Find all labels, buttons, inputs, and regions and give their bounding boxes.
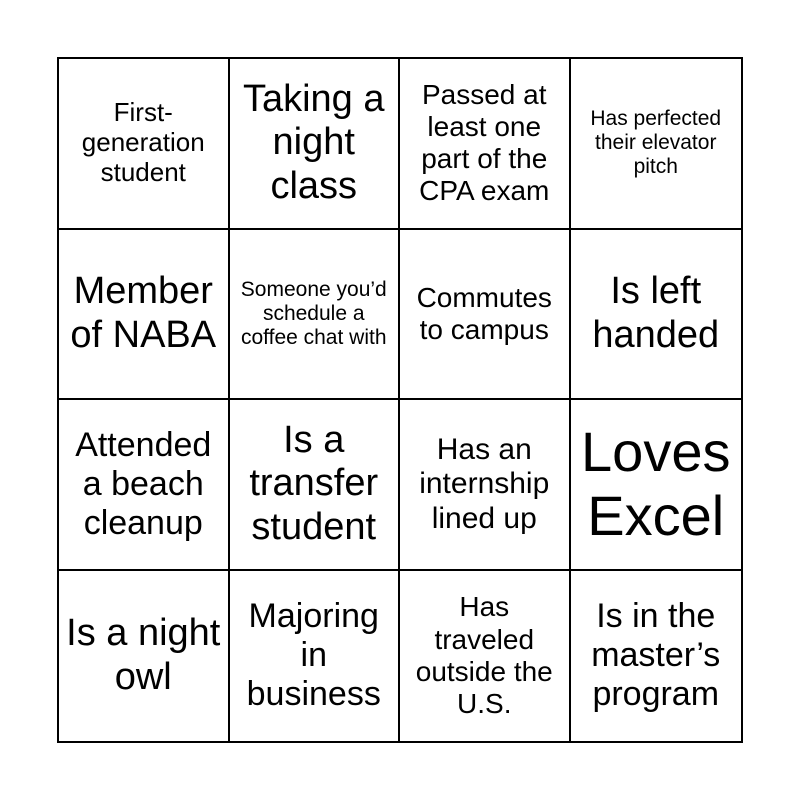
- bingo-cell[interactable]: [59, 230, 230, 401]
- bingo-cell[interactable]: [571, 230, 742, 401]
- bingo-cell-text: Majoring in business: [246, 597, 381, 714]
- bingo-cell[interactable]: [400, 571, 571, 742]
- bingo-cell-text: Attended a beach cleanup: [75, 425, 212, 542]
- bingo-cell[interactable]: [400, 400, 571, 571]
- bingo-cell[interactable]: [230, 571, 401, 742]
- bingo-cell[interactable]: [59, 571, 230, 742]
- bingo-cell[interactable]: [230, 230, 401, 401]
- bingo-cell-text: Taking a night class: [242, 77, 385, 208]
- bingo-cell-text: Is left handed: [592, 270, 720, 356]
- bingo-cell-text: Has an internship lined up: [419, 432, 550, 535]
- bingo-cell-text: Commutes to campus: [416, 281, 552, 345]
- bingo-cell[interactable]: [400, 59, 571, 230]
- bingo-cell-text: Has perfected their elevator pitch: [590, 107, 722, 179]
- bingo-cell-text: Is a transfer student: [249, 418, 379, 549]
- bingo-cell[interactable]: [400, 230, 571, 401]
- bingo-cell[interactable]: [59, 400, 230, 571]
- bingo-cell[interactable]: [571, 59, 742, 230]
- bingo-cell[interactable]: [571, 400, 742, 571]
- bingo-cell-text: Is a night owl: [66, 612, 221, 698]
- bingo-cell-text: Loves Excel: [581, 419, 731, 548]
- bingo-cell-text: Passed at least one part of the CPA exam: [419, 78, 550, 207]
- bingo-cell[interactable]: [230, 400, 401, 571]
- bingo-cell-text: First-generation student: [81, 97, 205, 188]
- bingo-cell-text: Is in the master’s program: [591, 597, 721, 714]
- bingo-cell-text: Someone you’d schedule a coffee chat with: [240, 277, 387, 349]
- bingo-cell[interactable]: [230, 59, 401, 230]
- bingo-cell[interactable]: [59, 59, 230, 230]
- bingo-board: [57, 57, 743, 743]
- bingo-cell[interactable]: [571, 571, 742, 742]
- bingo-cell-text: Member of NABA: [70, 270, 217, 356]
- bingo-cell-text: Has traveled outside the U.S.: [415, 591, 553, 719]
